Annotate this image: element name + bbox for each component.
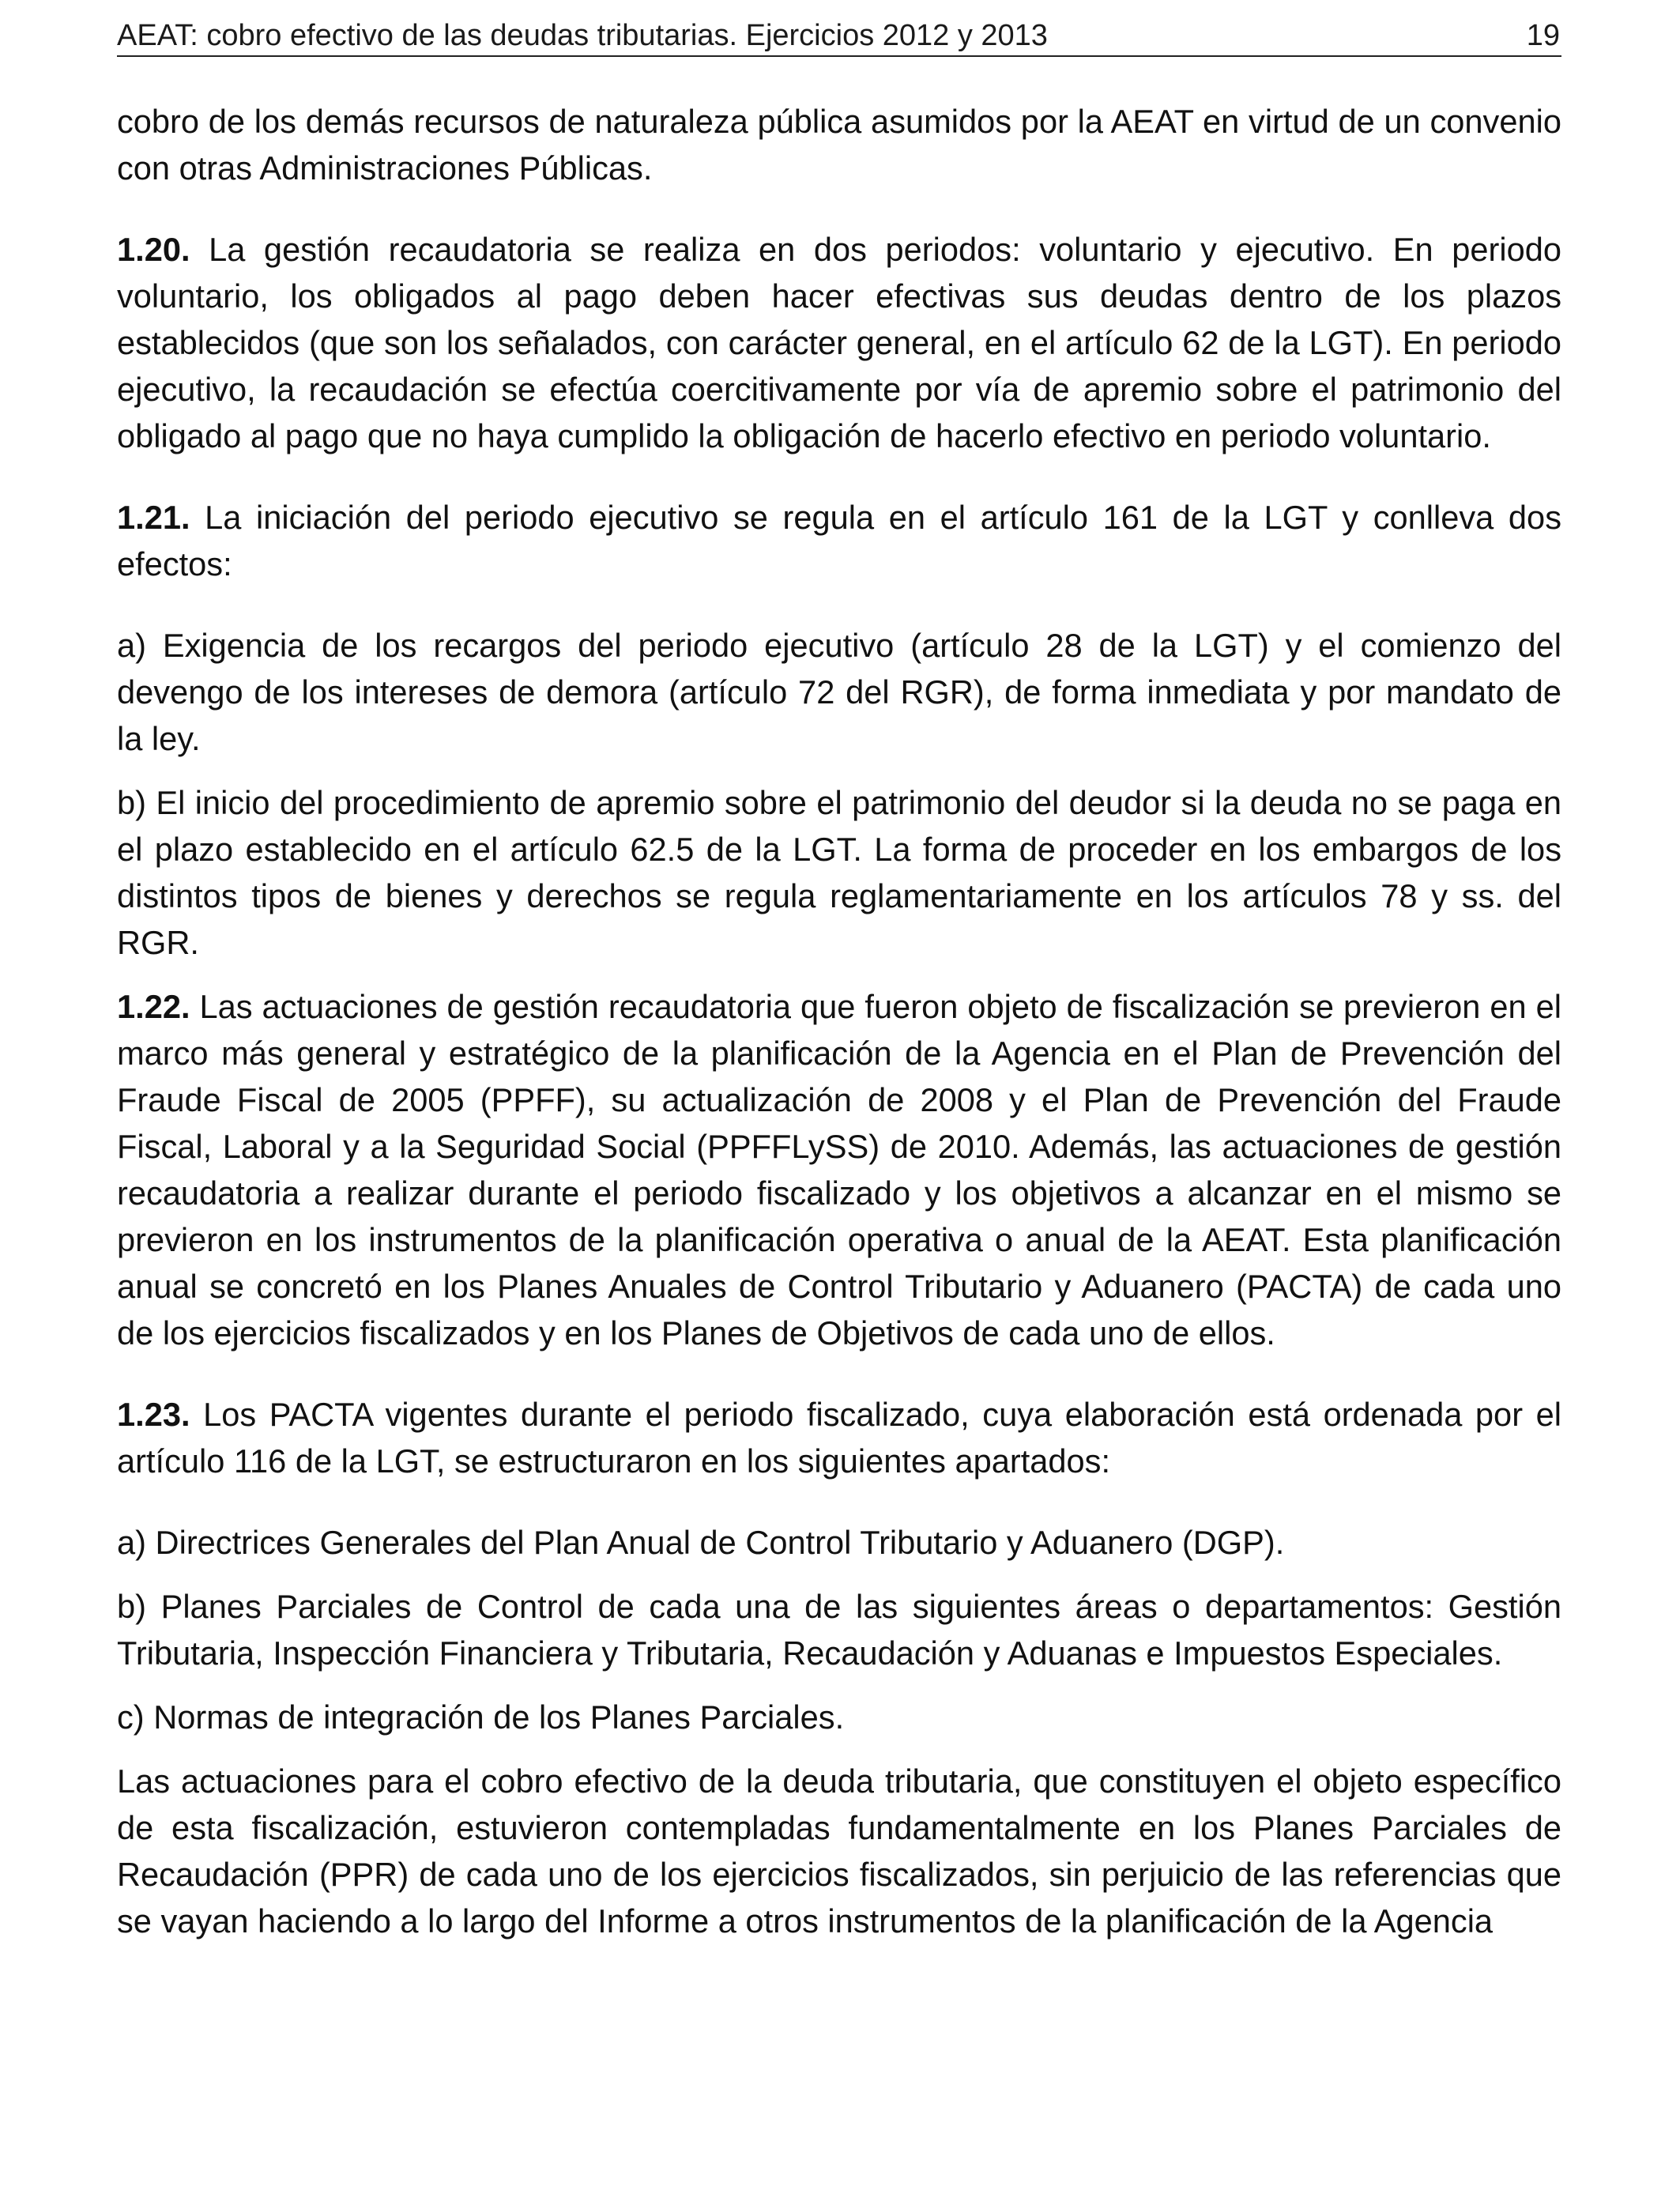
paragraph-number: 1.21.: [117, 499, 190, 536]
paragraph-number: 1.20.: [117, 231, 190, 268]
paragraph-text: cobro de los demás recursos de naturaleza pública asumidos por la AEAT en virtud de un convenio con otras Administraciones Públicas.: [117, 103, 1561, 187]
header-title: AEAT: cobro efectivo de las deudas tributarias. Ejercicios 2012 y 2013: [117, 19, 1048, 52]
paragraph-1-20: [117, 226, 1561, 459]
list-item-a: [117, 1519, 1561, 1566]
paragraph-text: c) Normas de integración de los Planes Parciales.: [117, 1698, 845, 1736]
list-item-a: [117, 622, 1561, 762]
paragraph-number: 1.23.: [117, 1396, 190, 1433]
paragraph-1-22: [117, 983, 1561, 1356]
paragraph-text: a) Exigencia de los recargos del periodo ejecutivo (artículo 28 de la LGT) y el comienzo del devengo de los intereses de demora (artículo 72 del RGR), de forma inmediata y por mandato de la ley.: [117, 627, 1561, 757]
paragraph-text: La gestión recaudatoria se realiza en dos periodos: voluntario y ejecutivo. En periodo voluntario, los obligados al pago deben hacer efectivas sus deudas dentro de los plazos establecidos (que son los señalados, con carácter general, en el artículo 62 de la LGT). En periodo ejecutivo, la recaudación se efectúa coercitivamente por vía de apremio sobre el patrimonio del obligado al pago que no haya cumplido la obligación de hacerlo efectivo en periodo voluntario.: [117, 231, 1561, 454]
page-number: 19: [1526, 19, 1560, 52]
list-item-b: [117, 1583, 1561, 1676]
paragraph-1-21: [117, 494, 1561, 587]
paragraph-text: b) Planes Parciales de Control de cada una de las siguientes áreas o departamentos: Gestión Tributaria, Inspección Financiera y Tributaria, Recaudación y Aduanas e Impuestos Especiales.: [117, 1588, 1561, 1672]
document-body: [117, 98, 1561, 1944]
list-item-c: [117, 1694, 1561, 1740]
paragraph-1-23: [117, 1391, 1561, 1484]
paragraph-closing: [117, 1758, 1561, 1944]
paragraph-text: Las actuaciones para el cobro efectivo de la deuda tributaria, que constituyen el objeto específico de esta fiscalización, estuvieron contempladas fundamentalmente en los Planes Parciales de Recaudación (PPR) de cada uno de los ejercicios fiscalizados, sin perjuicio de las referencias que se vayan haciendo a lo largo del Informe a otros instrumentos de la planificación de la Agencia: [117, 1762, 1561, 1940]
list-item-b: [117, 779, 1561, 966]
paragraph-text: a) Directrices Generales del Plan Anual de Control Tributario y Aduanero (DGP).: [117, 1524, 1285, 1561]
paragraph-number: 1.22.: [117, 988, 190, 1025]
paragraph-text: b) El inicio del procedimiento de apremio sobre el patrimonio del deudor si la deuda no se paga en el plazo establecido en el artículo 62.5 de la LGT. La forma de proceder en los embargos de los distintos tipos de bienes y derechos se regula reglamentariamente en los artículos 78 y ss. del RGR.: [117, 784, 1561, 961]
paragraph-continuation: [117, 98, 1561, 191]
page-header: [117, 16, 1561, 57]
paragraph-text: La iniciación del periodo ejecutivo se regula en el artículo 161 de la LGT y conlleva dos efectos:: [117, 499, 1561, 582]
paragraph-text: Las actuaciones de gestión recaudatoria que fueron objeto de fiscalización se previeron en el marco más general y estratégico de la planificación de la Agencia en el Plan de Prevención del Fraude Fiscal de 2005 (PPFF), su actualización de 2008 y el Plan de Prevención del Fraude Fiscal, Laboral y a la Seguridad Social (PPFFLySS) de 2010. Además, las actuaciones de gestión recaudatoria a realizar durante el periodo fiscalizado y los objetivos a alcanzar en el mismo se previeron en los instrumentos de la planificación operativa o anual de la AEAT. Esta planificación anual se concretó en los Planes Anuales de Control Tributario y Aduanero (PACTA) de cada uno de los ejercicios fiscalizados y en los Planes de Objetivos de cada uno de ellos.: [117, 988, 1561, 1351]
paragraph-text: Los PACTA vigentes durante el periodo fiscalizado, cuya elaboración está ordenada por el artículo 116 de la LGT, se estructuraron en los siguientes apartados:: [117, 1396, 1561, 1480]
